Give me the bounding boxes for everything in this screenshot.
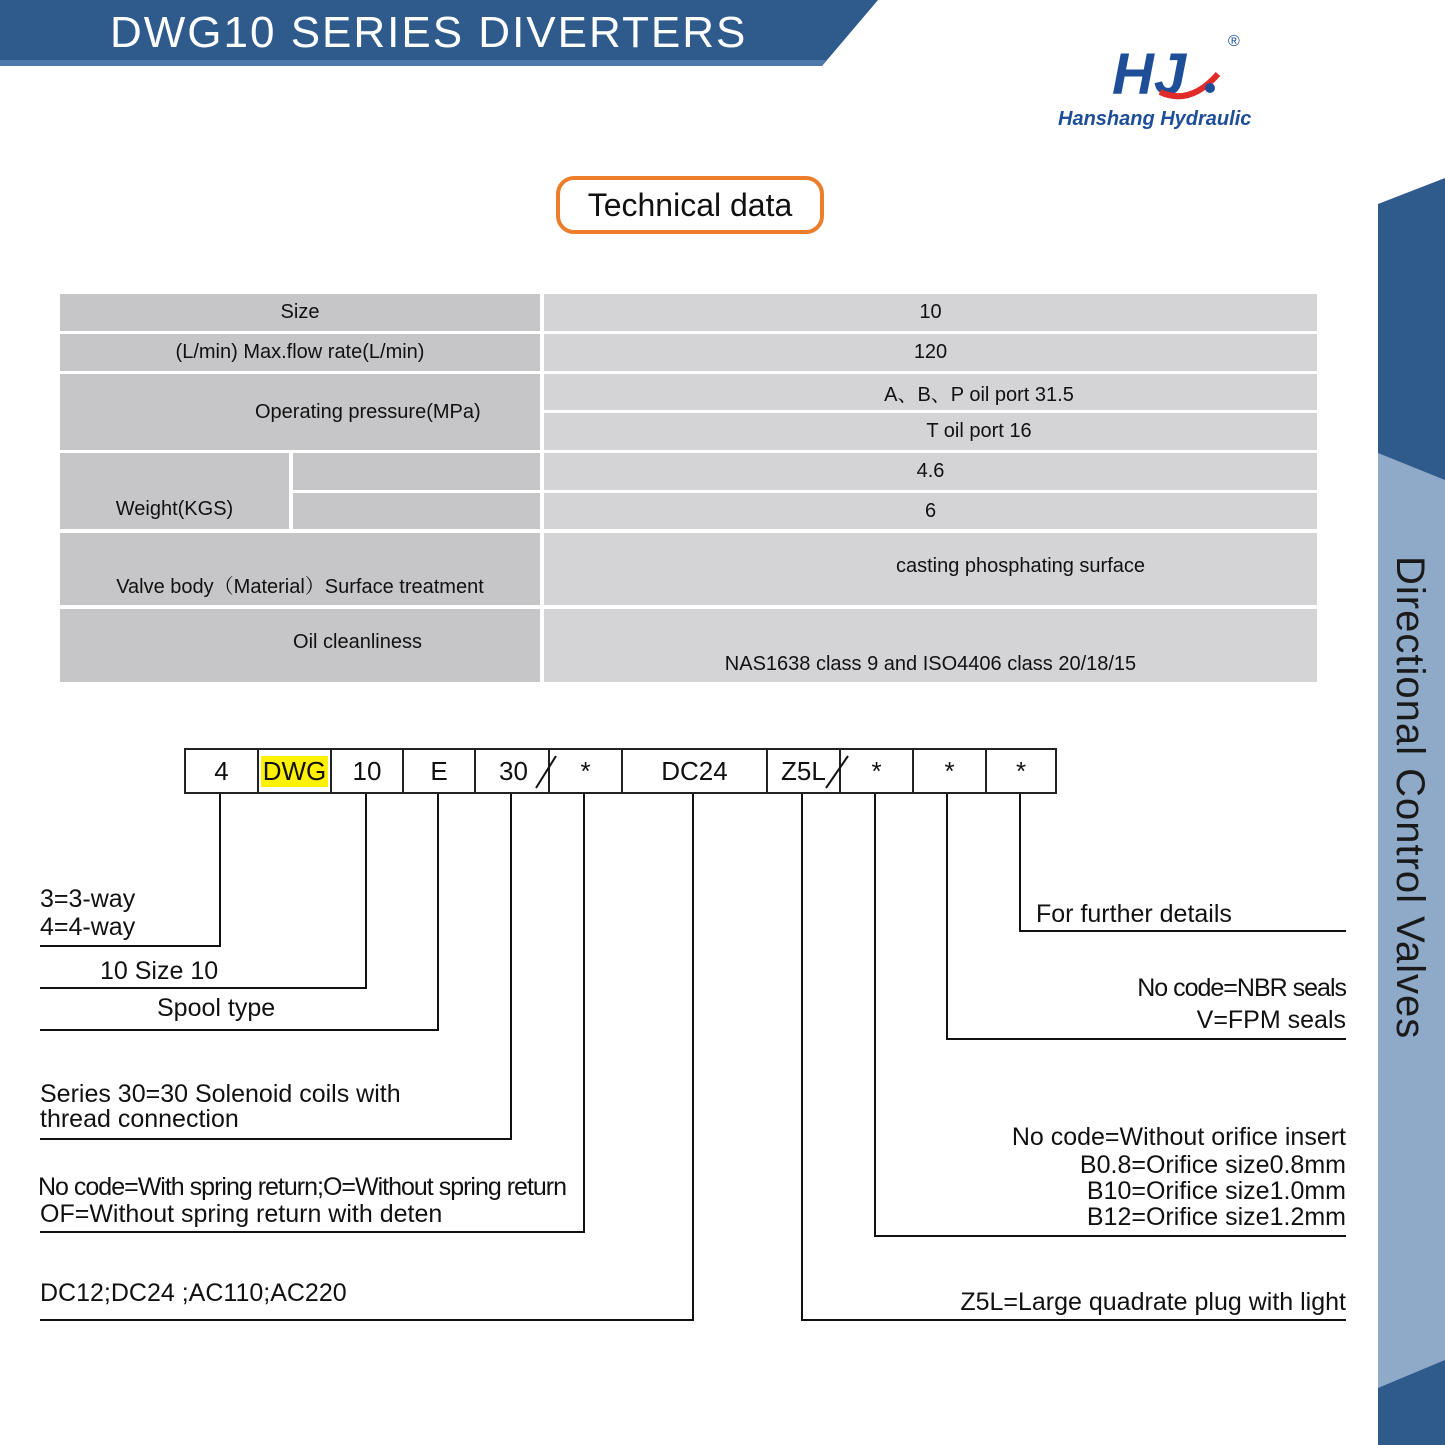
leader-line	[40, 945, 221, 947]
weight-sub-2	[293, 493, 540, 529]
legend-voltage: DC12;DC24 ;AC110;AC220	[40, 1279, 347, 1307]
code-voltage: DC24	[621, 748, 766, 794]
code-plug: Z5L	[766, 748, 839, 794]
slash-mark	[530, 752, 560, 792]
logo-mark: HJ	[1112, 42, 1187, 104]
leader-line	[874, 794, 876, 1237]
leader-line	[1019, 930, 1346, 932]
legend-orifice-none: No code=Without orifice insert	[1011, 1123, 1346, 1151]
surface-label: Valve body（Material）Surface treatment	[60, 533, 540, 605]
code-orifice: *	[839, 748, 912, 794]
legend-ways-4: 4=4-way	[40, 913, 136, 941]
leader-line	[40, 987, 367, 989]
flow-label: (L/min) Max.flow rate(L/min)	[60, 334, 540, 371]
size-label: Size	[60, 294, 540, 331]
leader-line	[583, 794, 585, 1233]
size-value: 10	[544, 294, 1317, 331]
section-title: Technical data	[556, 176, 824, 234]
leader-line	[801, 794, 803, 1321]
weight-value-2: 6	[544, 493, 1317, 529]
leader-line	[437, 794, 439, 1031]
registered-mark: ®	[1228, 34, 1240, 50]
legend-seals-nbr: No code=NBR seals	[1137, 974, 1346, 1002]
pressure-label: Operating pressure(MPa)	[60, 374, 540, 450]
leader-line	[40, 1231, 585, 1233]
weight-value-1: 4.6	[544, 453, 1317, 490]
legend-plug: Z5L=Large quadrate plug with light	[960, 1288, 1346, 1316]
code-series-name: DWG	[257, 748, 330, 794]
leader-line	[1019, 794, 1021, 932]
flow-value: 120	[544, 334, 1317, 371]
code-seals: *	[912, 748, 985, 794]
code-ways: 4	[184, 748, 257, 794]
page-title: DWG10 SERIES DIVERTERS	[110, 8, 748, 57]
legend-seals-fpm: V=FPM seals	[1196, 1006, 1346, 1034]
legend-series-line-2: thread connection	[40, 1105, 239, 1133]
cleanliness-value: NAS1638 class 9 and ISO4406 class 20/18/15	[544, 609, 1317, 682]
pressure-value-2: T oil port 16	[544, 413, 1317, 450]
leader-line	[40, 1029, 439, 1031]
leader-line	[40, 1138, 512, 1140]
pressure-value-1: A、B、P oil port 31.5	[544, 374, 1317, 410]
leader-line	[40, 1319, 694, 1321]
weight-sub-1	[293, 453, 540, 490]
leader-line	[219, 794, 221, 947]
code-spool: E	[402, 748, 474, 794]
leader-line	[801, 1319, 1346, 1321]
slash-mark	[822, 752, 852, 792]
legend-spring-line-2: OF=Without spring return with deten	[40, 1200, 443, 1228]
legend-spring-line-1: No code=With spring return;O=Without spring return	[38, 1173, 567, 1201]
code-spring: *	[548, 748, 621, 794]
legend-orifice-b08: B0.8=Orifice size0.8mm	[1079, 1151, 1346, 1179]
leader-line	[946, 1038, 1346, 1040]
legend-series-line-1: Series 30=30 Solenoid coils with	[40, 1080, 401, 1108]
weight-label: Weight(KGS)	[60, 453, 289, 529]
leader-line	[365, 794, 367, 989]
legend-ways-3: 3=3-way	[40, 885, 136, 913]
leader-line	[946, 794, 948, 1040]
surface-value: casting phosphating surface	[544, 533, 1317, 605]
legend-spool: Spool type	[157, 994, 276, 1022]
cleanliness-label: Oil cleanliness	[60, 609, 540, 682]
leader-line	[692, 794, 694, 1321]
legend-orifice-b12: B12=Orifice size1.2mm	[1086, 1203, 1346, 1231]
sidebar-label: Directional Control Valves	[1388, 556, 1432, 1040]
company-logo	[1110, 34, 1250, 104]
legend-size: 10 Size 10	[100, 957, 219, 985]
code-details: *	[985, 748, 1057, 794]
code-series: 30	[474, 748, 548, 794]
legend-orifice-b10: B10=Orifice size1.0mm	[1086, 1177, 1346, 1205]
leader-line	[874, 1235, 1346, 1237]
company-name: Hanshang Hydraulic	[1058, 108, 1252, 130]
code-size: 10	[330, 748, 402, 794]
legend-details: For further details	[1036, 900, 1232, 928]
leader-line	[510, 794, 512, 1140]
